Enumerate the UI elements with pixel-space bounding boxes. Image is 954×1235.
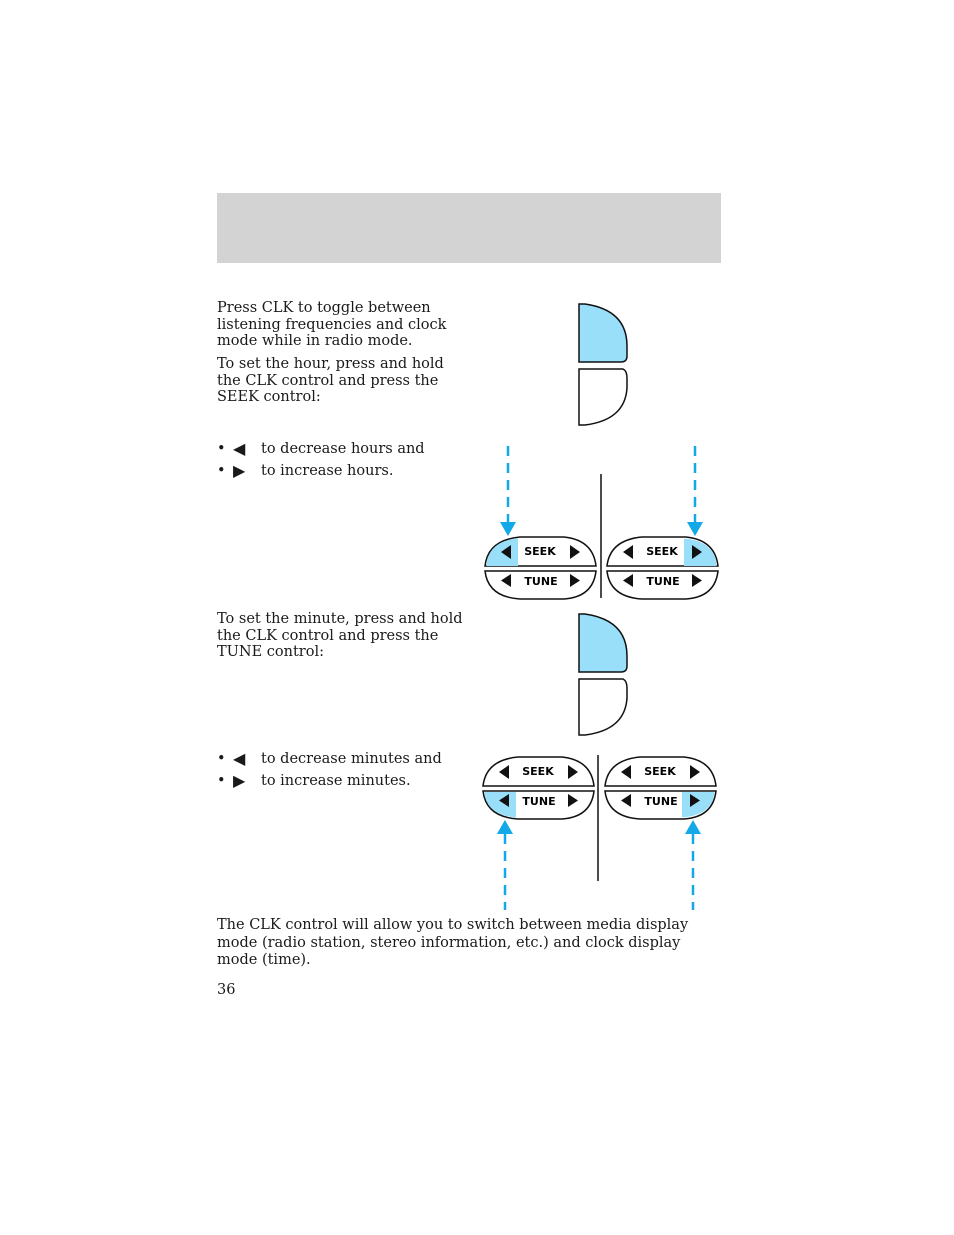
- seek-tune-cluster-left: [485, 537, 596, 599]
- arrow-head-up-right: [685, 820, 701, 834]
- left-triangle-icon: ◀: [233, 749, 246, 768]
- tune-control-figure: [478, 750, 728, 919]
- svg-text:TUNE: TUNE: [646, 575, 680, 588]
- intro-paragraph-2: To set the hour, press and hold the CLK control and press the SEEK control:: [217, 356, 444, 405]
- arrow-head-down-left: [500, 522, 516, 536]
- right-triangle-icon: ▶: [233, 771, 246, 790]
- bullet-decrease-hours: • ◀ to decrease hours and: [217, 439, 425, 458]
- clk-control-figure: [575, 300, 635, 434]
- svg-text:TUNE: TUNE: [524, 575, 558, 588]
- bullet-increase-hours: • ▶ to increase hours.: [217, 461, 394, 480]
- arrow-head-down-right: [687, 522, 703, 536]
- header-band: [217, 193, 721, 263]
- bullet-increase-minutes: • ▶ to increase minutes.: [217, 771, 411, 790]
- clk-button-lower: [579, 369, 627, 425]
- minute-intro-paragraph: To set the minute, press and hold the CLK control and press the TUNE control:: [217, 611, 463, 660]
- footer-paragraph: The CLK control will allow you to switch between media display mode (radio station, stereo information, etc.) and clock display mode (time).: [217, 917, 689, 968]
- svg-text:SEEK: SEEK: [644, 765, 676, 778]
- svg-text:SEEK: SEEK: [524, 545, 556, 558]
- intro-paragraph-1: Press CLK to toggle between listening frequencies and clock mode while in radio mode.: [217, 300, 447, 349]
- seek-tune-cluster-right: [605, 757, 716, 819]
- seek-tune-cluster-right: [607, 537, 718, 599]
- clk-button-highlighted: [579, 614, 627, 672]
- clk-control-figure: [575, 610, 635, 744]
- bullet-decrease-minutes: • ◀ to decrease minutes and: [217, 749, 442, 768]
- page-number: 36: [217, 982, 236, 998]
- seek-control-figure: [478, 440, 728, 609]
- seek-tune-cluster-left: [483, 757, 594, 819]
- svg-text:SEEK: SEEK: [646, 545, 678, 558]
- right-triangle-icon: ▶: [233, 461, 246, 480]
- clk-button-lower: [579, 679, 627, 735]
- clk-button-highlighted: [579, 304, 627, 362]
- svg-text:SEEK: SEEK: [522, 765, 554, 778]
- left-triangle-icon: ◀: [233, 439, 246, 458]
- svg-text:TUNE: TUNE: [522, 795, 556, 808]
- svg-text:TUNE: TUNE: [644, 795, 678, 808]
